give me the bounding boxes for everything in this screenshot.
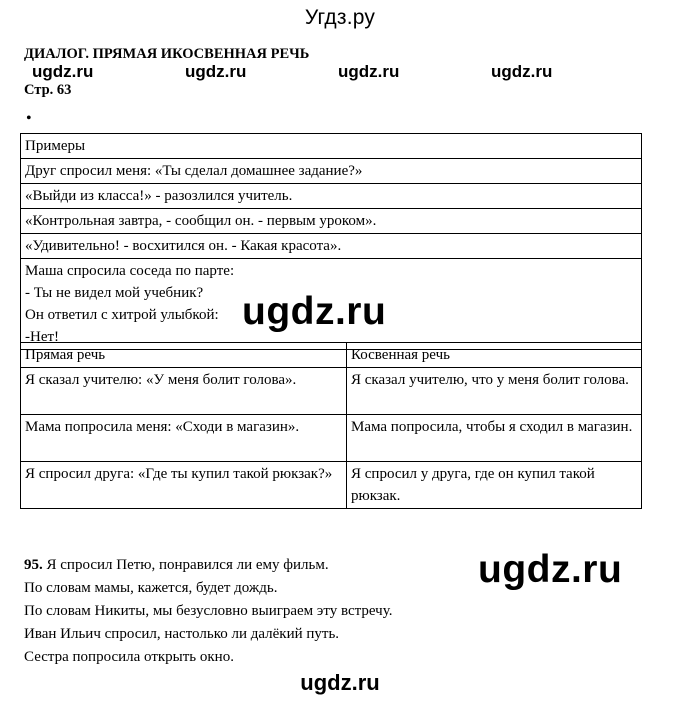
bullet-marker: • [26, 110, 32, 127]
exercise-line [24, 554, 392, 577]
table-cell: Мама попросила, чтобы я сходил в магазин. [347, 415, 642, 462]
watermark: ugdz.ru [32, 62, 94, 81]
section-heading: ДИАЛОГ. ПРЯМАЯ ИКОСВЕННАЯ РЕЧЬ [24, 46, 310, 62]
watermark: ugdz.ru [185, 62, 247, 81]
table-cell: Друг спросил меня: «Ты сделал домашнее задание?» [21, 159, 642, 184]
exercise-line: По словам мамы, кажется, будет дождь. [24, 580, 278, 596]
exercise-answer [24, 554, 392, 669]
table-cell: Я сказал учителю, что у меня болит голова. [347, 368, 642, 415]
dialog-line: - Ты не видел мой учебник? [25, 285, 204, 301]
table-cell: Я сказал учителю: «У меня болит голова». [21, 368, 347, 415]
exercise-line: Иван Ильич спросил, настолько ли далёкий путь. [24, 626, 340, 642]
table-cell: «Выйди из класса!» - разозлился учитель. [21, 184, 642, 209]
watermark: ugdz.ru [491, 62, 553, 81]
dialog-line: Маша спросила соседа по парте: [25, 263, 235, 279]
exercise-text: Я спросил Петю, понравился ли ему фильм. [46, 557, 329, 573]
table-header-cell: Примеры [21, 134, 642, 159]
exercise-line: По словам Никиты, мы безусловно выиграем эту встречу. [24, 603, 393, 619]
table-header-cell: Косвенная речь [347, 343, 642, 368]
table-cell: Мама попросила меня: «Сходи в магазин». [21, 415, 347, 462]
table-cell: «Удивительно! - восхитился он. - Какая красота». [21, 234, 642, 259]
site-title: Угдз.ру [304, 6, 376, 29]
exercise-number: 95. [24, 557, 43, 573]
table-header-cell: Прямая речь [21, 343, 347, 368]
dialog-line: -Нет! [25, 329, 60, 345]
watermark-bottom: ugdz.ru [300, 670, 380, 695]
speech-table [20, 342, 642, 509]
watermark-large: ugdz.ru [478, 548, 623, 591]
table-cell: Я спросил друга: «Где ты купил такой рюкзак?» [21, 462, 347, 509]
table-cell: Я спросил у друга, где он купил такой рюкзак. [347, 462, 642, 509]
exercise-line: Сестра попросила открыть окно. [24, 649, 234, 665]
table-cell: «Контрольная завтра, - сообщил он. - первым уроком». [21, 209, 642, 234]
page-reference: Стр. 63 [24, 82, 72, 98]
watermark-large: ugdz.ru [242, 290, 387, 333]
watermark: ugdz.ru [338, 62, 400, 81]
dialog-line: Он ответил с хитрой улыбкой: [25, 307, 219, 323]
